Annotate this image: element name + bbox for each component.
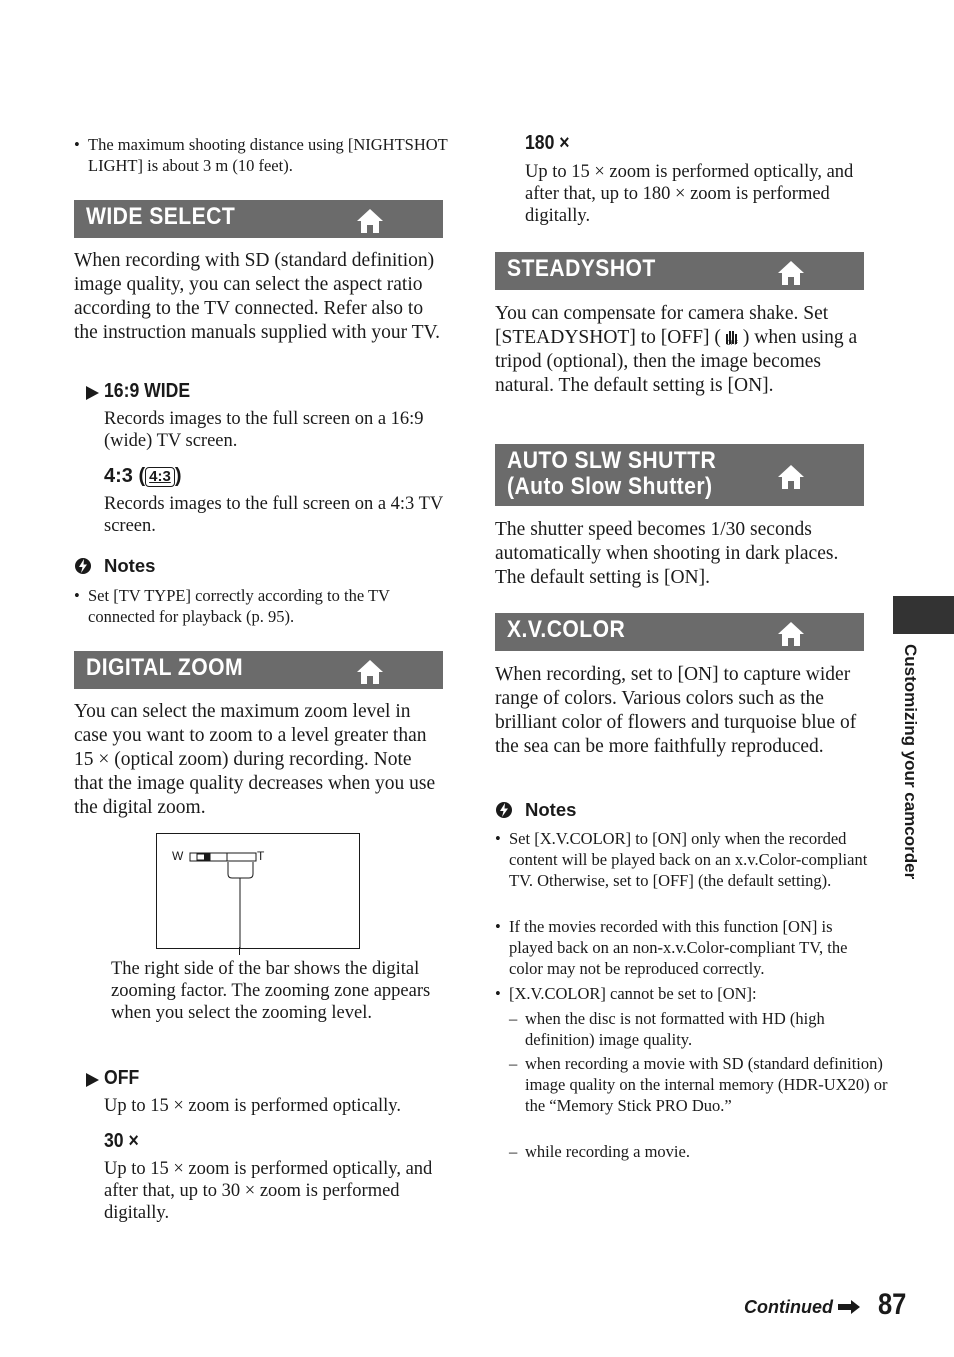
intro-bullet: • The maximum shooting distance using [NIGHTSHOT LIGHT] is about 3 m (10 feet). (74, 134, 458, 176)
auto-slw-title: AUTO SLW SHUTTR (Auto Slow Shutter) (507, 447, 717, 500)
digital-zoom-title: DIGITAL ZOOM (86, 654, 244, 681)
wide-select-banner (74, 200, 443, 238)
zoom-t-label: T (257, 849, 265, 863)
steadyshot-body: You can compensate for camera shake. Set [STEADYSHOT] to [OFF] ( OFF ) when using a tripod (optional), then the image becomes natural. The default setting is [ON]. (495, 303, 858, 396)
xvcolor-note-2: • If the movies recorded with this function [ON] is played back on an non-x.v.Color-compliant TV, the color may not be reproduced correctly. (495, 916, 879, 979)
continued-label: Continued (744, 1297, 860, 1318)
zoom-bar-graphic (157, 834, 359, 948)
zoom-w-label: W (172, 849, 184, 863)
opt-16-9-head: 16:9 WIDE (104, 380, 191, 402)
home-icon (356, 659, 384, 685)
triangle-right-icon (84, 1072, 100, 1088)
home-icon (777, 621, 805, 647)
section-side-tab (893, 596, 954, 634)
triangle-right-icon (84, 385, 100, 401)
xvcolor-dash-3: – while recording a movie. (495, 1141, 895, 1162)
wide-select-title: WIDE SELECT (86, 203, 236, 230)
opt-180x-head: 180 × (525, 132, 570, 154)
xvcolor-dash-1: – when the disc is not formatted with HD (high definition) image quality. (495, 1008, 895, 1050)
auto-slw-body: The shutter speed becomes 1/30 seconds automatically when shooting in dark places. The default setting is [ON]. (495, 519, 839, 588)
opt-off-head: OFF (104, 1067, 140, 1089)
home-icon (777, 464, 805, 490)
opt-4-3-body: Records images to the full screen on a 4:3 TV screen. (104, 494, 443, 536)
opt-180x-body: Up to 15 × zoom is performed optically, and after that, up to 180 × zoom is performed digitally. (525, 162, 854, 226)
wide-select-note-1: • Set [TV TYPE] correctly according to the TV connected for playback (p. 95). (74, 585, 458, 627)
home-icon (356, 208, 384, 234)
opt-30x-head: 30 × (104, 1130, 139, 1152)
opt-off-body: Up to 15 × zoom is performed optically. (104, 1096, 401, 1116)
page-number: 87 (878, 1288, 907, 1321)
zoom-pointer-line (239, 947, 240, 955)
steadyshot-title: STEADYSHOT (507, 255, 656, 282)
auto-slw-shuttr-banner (495, 444, 864, 506)
xvcolor-note-1: • Set [X.V.COLOR] to [ON] only when the recorded content will be played back on an x.v.Color-compliant TV. Otherwise, set to [OFF] (the default setting). (495, 828, 879, 891)
opt-16-9-body: Records images to the full screen on a 16:9 (wide) TV screen. (104, 409, 424, 451)
zoom-illustration (156, 833, 360, 949)
xvcolor-body: When recording, set to [ON] to capture wider range of colors. Various colors such as the brilliant color of flowers and turquoise blue of the sea can be more faithfully reproduced. (495, 664, 857, 757)
notes-heading: Notes (495, 799, 576, 821)
notes-heading: Notes (74, 555, 155, 577)
opt-30x-body: Up to 15 × zoom is performed optically, and after that, up to 30 × zoom is performed digitally. (104, 1159, 433, 1223)
xvcolor-title: X.V.COLOR (507, 616, 626, 643)
notes-icon (74, 557, 92, 575)
svg-text:OFF: OFF (725, 341, 738, 346)
zoom-caption: The right side of the bar shows the digital zooming factor. The zooming zone appears when you select the zooming level. (111, 959, 431, 1023)
arrow-right-icon (838, 1300, 860, 1314)
wide-select-body: When recording with SD (standard definition) image quality, you can select the aspect ratio according to the TV connected. Refer also to the instruction manuals supplied with your TV. (74, 250, 440, 343)
xvcolor-note-3: • [X.V.COLOR] cannot be set to [ON]: (495, 983, 879, 1004)
home-icon (777, 260, 805, 286)
digital-zoom-body: You can select the maximum zoom level in case you want to zoom to a level greater than 15 × (optical zoom) during recording. Note that the image quality decreases when you use the digital zoom. (74, 701, 436, 818)
opt-4-3-head: 4:3 ( 4:3 ) (104, 465, 182, 487)
digital-zoom-banner (74, 651, 443, 689)
section-side-label: Customizing your camcorder (901, 644, 920, 880)
xvcolor-dash-2: – when recording a movie with SD (standard definition) image quality on the internal memory (HDR-UX20) or the “Memory Stick PRO Duo.” (495, 1053, 895, 1116)
xvcolor-banner (495, 613, 864, 651)
aspect-4-3-icon: 4:3 (145, 467, 175, 487)
steadyshot-off-icon (721, 326, 743, 346)
notes-icon (495, 801, 513, 819)
steadyshot-banner (495, 252, 864, 290)
